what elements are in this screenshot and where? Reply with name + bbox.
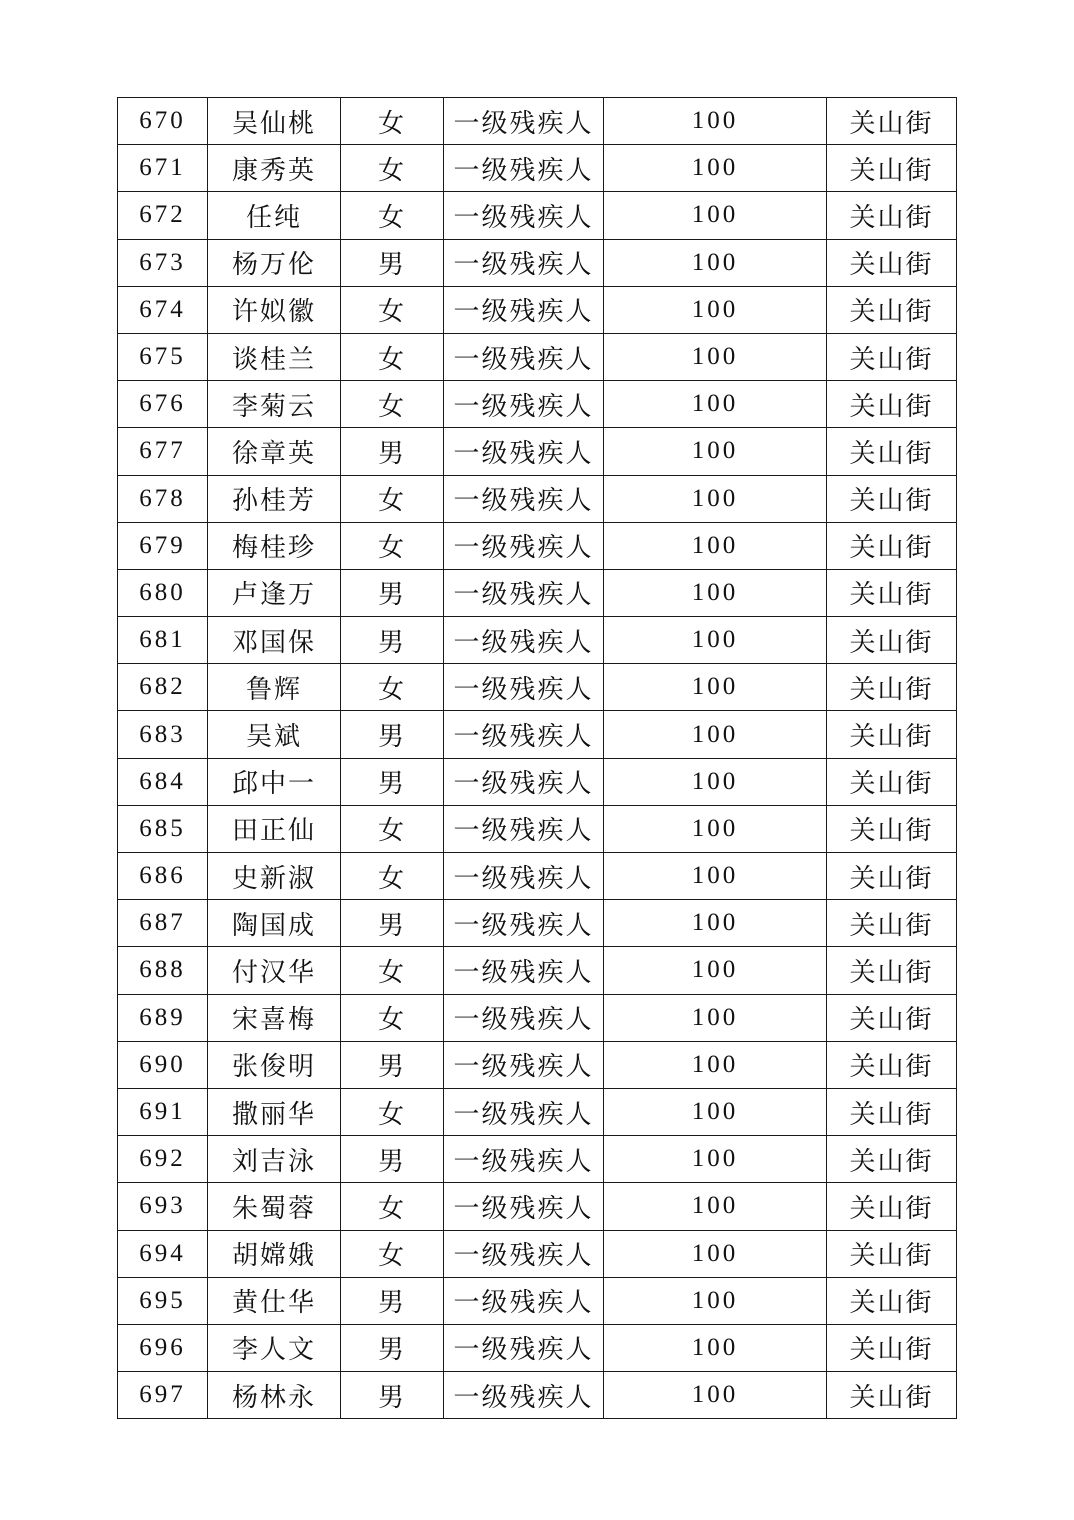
name-cell: 撒丽华: [208, 1088, 341, 1135]
amount-cell: 100: [604, 428, 827, 475]
amount-cell: 100: [604, 1041, 827, 1088]
street-cell: 关山街: [827, 522, 957, 569]
gender-cell: 女: [341, 664, 444, 711]
amount-cell: 100: [604, 192, 827, 239]
gender-cell: 女: [341, 1230, 444, 1277]
table-row: [118, 805, 957, 852]
table-row: [118, 522, 957, 569]
gender-cell: 男: [341, 758, 444, 805]
street-cell: 关山街: [827, 145, 957, 192]
street-cell: 关山街: [827, 98, 957, 145]
category-cell: 一级残疾人: [444, 758, 604, 805]
name-cell: 任纯: [208, 192, 341, 239]
name-cell: 黄仕华: [208, 1277, 341, 1324]
category-cell: 一级残疾人: [444, 192, 604, 239]
table-row: [118, 617, 957, 664]
gender-cell: 女: [341, 286, 444, 333]
category-cell: 一级残疾人: [444, 239, 604, 286]
amount-cell: 100: [604, 98, 827, 145]
amount-cell: 100: [604, 145, 827, 192]
gender-cell: 男: [341, 617, 444, 664]
amount-cell: 100: [604, 1372, 827, 1419]
name-cell: 张俊明: [208, 1041, 341, 1088]
serial-number-cell: 697: [118, 1372, 208, 1419]
table-row: [118, 239, 957, 286]
street-cell: 关山街: [827, 900, 957, 947]
category-cell: 一级残疾人: [444, 428, 604, 475]
gender-cell: 男: [341, 1277, 444, 1324]
amount-cell: 100: [604, 947, 827, 994]
street-cell: 关山街: [827, 805, 957, 852]
name-cell: 许姒徽: [208, 286, 341, 333]
serial-number-cell: 672: [118, 192, 208, 239]
table-row: [118, 994, 957, 1041]
table-row: [118, 1277, 957, 1324]
gender-cell: 男: [341, 1324, 444, 1371]
gender-cell: 女: [341, 475, 444, 522]
serial-number-cell: 686: [118, 853, 208, 900]
gender-cell: 女: [341, 333, 444, 380]
street-cell: 关山街: [827, 1277, 957, 1324]
table-row: [118, 569, 957, 616]
category-cell: 一级残疾人: [444, 522, 604, 569]
table-row: [118, 381, 957, 428]
name-cell: 朱蜀蓉: [208, 1183, 341, 1230]
name-cell: 吴斌: [208, 711, 341, 758]
street-cell: 关山街: [827, 428, 957, 475]
street-cell: 关山街: [827, 1183, 957, 1230]
gender-cell: 女: [341, 1183, 444, 1230]
amount-cell: 100: [604, 381, 827, 428]
name-cell: 史新淑: [208, 853, 341, 900]
street-cell: 关山街: [827, 664, 957, 711]
serial-number-cell: 696: [118, 1324, 208, 1371]
name-cell: 宋喜梅: [208, 994, 341, 1041]
amount-cell: 100: [604, 711, 827, 758]
name-cell: 刘吉泳: [208, 1136, 341, 1183]
category-cell: 一级残疾人: [444, 664, 604, 711]
amount-cell: 100: [604, 1230, 827, 1277]
street-cell: 关山街: [827, 192, 957, 239]
roster-table-body: [118, 98, 957, 1419]
category-cell: 一级残疾人: [444, 617, 604, 664]
amount-cell: 100: [604, 522, 827, 569]
category-cell: 一级残疾人: [444, 1136, 604, 1183]
category-cell: 一级残疾人: [444, 286, 604, 333]
gender-cell: 女: [341, 853, 444, 900]
serial-number-cell: 689: [118, 994, 208, 1041]
gender-cell: 女: [341, 522, 444, 569]
amount-cell: 100: [604, 333, 827, 380]
category-cell: 一级残疾人: [444, 900, 604, 947]
amount-cell: 100: [604, 1324, 827, 1371]
table-row: [118, 286, 957, 333]
street-cell: 关山街: [827, 994, 957, 1041]
name-cell: 吴仙桃: [208, 98, 341, 145]
street-cell: 关山街: [827, 1372, 957, 1419]
gender-cell: 男: [341, 1136, 444, 1183]
serial-number-cell: 683: [118, 711, 208, 758]
serial-number-cell: 675: [118, 333, 208, 380]
category-cell: 一级残疾人: [444, 1230, 604, 1277]
amount-cell: 100: [604, 1088, 827, 1135]
category-cell: 一级残疾人: [444, 1088, 604, 1135]
gender-cell: 女: [341, 192, 444, 239]
amount-cell: 100: [604, 1183, 827, 1230]
street-cell: 关山街: [827, 569, 957, 616]
category-cell: 一级残疾人: [444, 569, 604, 616]
table-row: [118, 428, 957, 475]
category-cell: 一级残疾人: [444, 1324, 604, 1371]
name-cell: 徐章英: [208, 428, 341, 475]
serial-number-cell: 694: [118, 1230, 208, 1277]
street-cell: 关山街: [827, 1041, 957, 1088]
street-cell: 关山街: [827, 947, 957, 994]
street-cell: 关山街: [827, 1088, 957, 1135]
category-cell: 一级残疾人: [444, 1183, 604, 1230]
serial-number-cell: 681: [118, 617, 208, 664]
street-cell: 关山街: [827, 617, 957, 664]
name-cell: 杨林永: [208, 1372, 341, 1419]
street-cell: 关山街: [827, 853, 957, 900]
table-row: [118, 947, 957, 994]
name-cell: 卢逢万: [208, 569, 341, 616]
name-cell: 谈桂兰: [208, 333, 341, 380]
amount-cell: 100: [604, 239, 827, 286]
table-row: [118, 1183, 957, 1230]
name-cell: 田正仙: [208, 805, 341, 852]
table-row: [118, 1041, 957, 1088]
table-row: [118, 192, 957, 239]
street-cell: 关山街: [827, 475, 957, 522]
serial-number-cell: 688: [118, 947, 208, 994]
gender-cell: 男: [341, 239, 444, 286]
street-cell: 关山街: [827, 381, 957, 428]
serial-number-cell: 673: [118, 239, 208, 286]
table-row: [118, 1230, 957, 1277]
street-cell: 关山街: [827, 1136, 957, 1183]
name-cell: 陶国成: [208, 900, 341, 947]
street-cell: 关山街: [827, 239, 957, 286]
serial-number-cell: 682: [118, 664, 208, 711]
amount-cell: 100: [604, 900, 827, 947]
table-row: [118, 1324, 957, 1371]
category-cell: 一级残疾人: [444, 1372, 604, 1419]
table-row: [118, 1088, 957, 1135]
category-cell: 一级残疾人: [444, 145, 604, 192]
table-row: [118, 475, 957, 522]
table-row: [118, 758, 957, 805]
serial-number-cell: 671: [118, 145, 208, 192]
name-cell: 孙桂芳: [208, 475, 341, 522]
name-cell: 梅桂珍: [208, 522, 341, 569]
category-cell: 一级残疾人: [444, 475, 604, 522]
amount-cell: 100: [604, 617, 827, 664]
gender-cell: 男: [341, 711, 444, 758]
table-row: [118, 98, 957, 145]
gender-cell: 女: [341, 381, 444, 428]
street-cell: 关山街: [827, 333, 957, 380]
table-row: [118, 145, 957, 192]
table-row: [118, 853, 957, 900]
category-cell: 一级残疾人: [444, 994, 604, 1041]
category-cell: 一级残疾人: [444, 381, 604, 428]
amount-cell: 100: [604, 569, 827, 616]
table-row: [118, 900, 957, 947]
serial-number-cell: 676: [118, 381, 208, 428]
category-cell: 一级残疾人: [444, 333, 604, 380]
serial-number-cell: 684: [118, 758, 208, 805]
street-cell: 关山街: [827, 1324, 957, 1371]
gender-cell: 男: [341, 900, 444, 947]
name-cell: 邱中一: [208, 758, 341, 805]
serial-number-cell: 674: [118, 286, 208, 333]
amount-cell: 100: [604, 664, 827, 711]
gender-cell: 女: [341, 1088, 444, 1135]
category-cell: 一级残疾人: [444, 711, 604, 758]
amount-cell: 100: [604, 475, 827, 522]
category-cell: 一级残疾人: [444, 947, 604, 994]
gender-cell: 女: [341, 994, 444, 1041]
name-cell: 李人文: [208, 1324, 341, 1371]
table-row: [118, 664, 957, 711]
table-row: [118, 1372, 957, 1419]
name-cell: 付汉华: [208, 947, 341, 994]
gender-cell: 男: [341, 1041, 444, 1088]
serial-number-cell: 693: [118, 1183, 208, 1230]
amount-cell: 100: [604, 1136, 827, 1183]
serial-number-cell: 691: [118, 1088, 208, 1135]
amount-cell: 100: [604, 853, 827, 900]
amount-cell: 100: [604, 994, 827, 1041]
serial-number-cell: 695: [118, 1277, 208, 1324]
table-row: [118, 711, 957, 758]
serial-number-cell: 680: [118, 569, 208, 616]
amount-cell: 100: [604, 1277, 827, 1324]
serial-number-cell: 687: [118, 900, 208, 947]
table-row: [118, 1136, 957, 1183]
gender-cell: 男: [341, 428, 444, 475]
category-cell: 一级残疾人: [444, 1277, 604, 1324]
amount-cell: 100: [604, 286, 827, 333]
gender-cell: 女: [341, 947, 444, 994]
name-cell: 杨万伦: [208, 239, 341, 286]
serial-number-cell: 685: [118, 805, 208, 852]
category-cell: 一级残疾人: [444, 853, 604, 900]
serial-number-cell: 690: [118, 1041, 208, 1088]
category-cell: 一级残疾人: [444, 1041, 604, 1088]
name-cell: 鲁辉: [208, 664, 341, 711]
gender-cell: 男: [341, 569, 444, 616]
gender-cell: 女: [341, 805, 444, 852]
name-cell: 胡嫦娥: [208, 1230, 341, 1277]
street-cell: 关山街: [827, 711, 957, 758]
gender-cell: 女: [341, 98, 444, 145]
roster-table: [117, 97, 957, 1419]
street-cell: 关山街: [827, 286, 957, 333]
serial-number-cell: 677: [118, 428, 208, 475]
serial-number-cell: 670: [118, 98, 208, 145]
gender-cell: 女: [341, 145, 444, 192]
street-cell: 关山街: [827, 758, 957, 805]
name-cell: 李菊云: [208, 381, 341, 428]
street-cell: 关山街: [827, 1230, 957, 1277]
serial-number-cell: 679: [118, 522, 208, 569]
table-row: [118, 333, 957, 380]
serial-number-cell: 678: [118, 475, 208, 522]
category-cell: 一级残疾人: [444, 98, 604, 145]
amount-cell: 100: [604, 758, 827, 805]
name-cell: 康秀英: [208, 145, 341, 192]
category-cell: 一级残疾人: [444, 805, 604, 852]
gender-cell: 男: [341, 1372, 444, 1419]
name-cell: 邓国保: [208, 617, 341, 664]
amount-cell: 100: [604, 805, 827, 852]
serial-number-cell: 692: [118, 1136, 208, 1183]
